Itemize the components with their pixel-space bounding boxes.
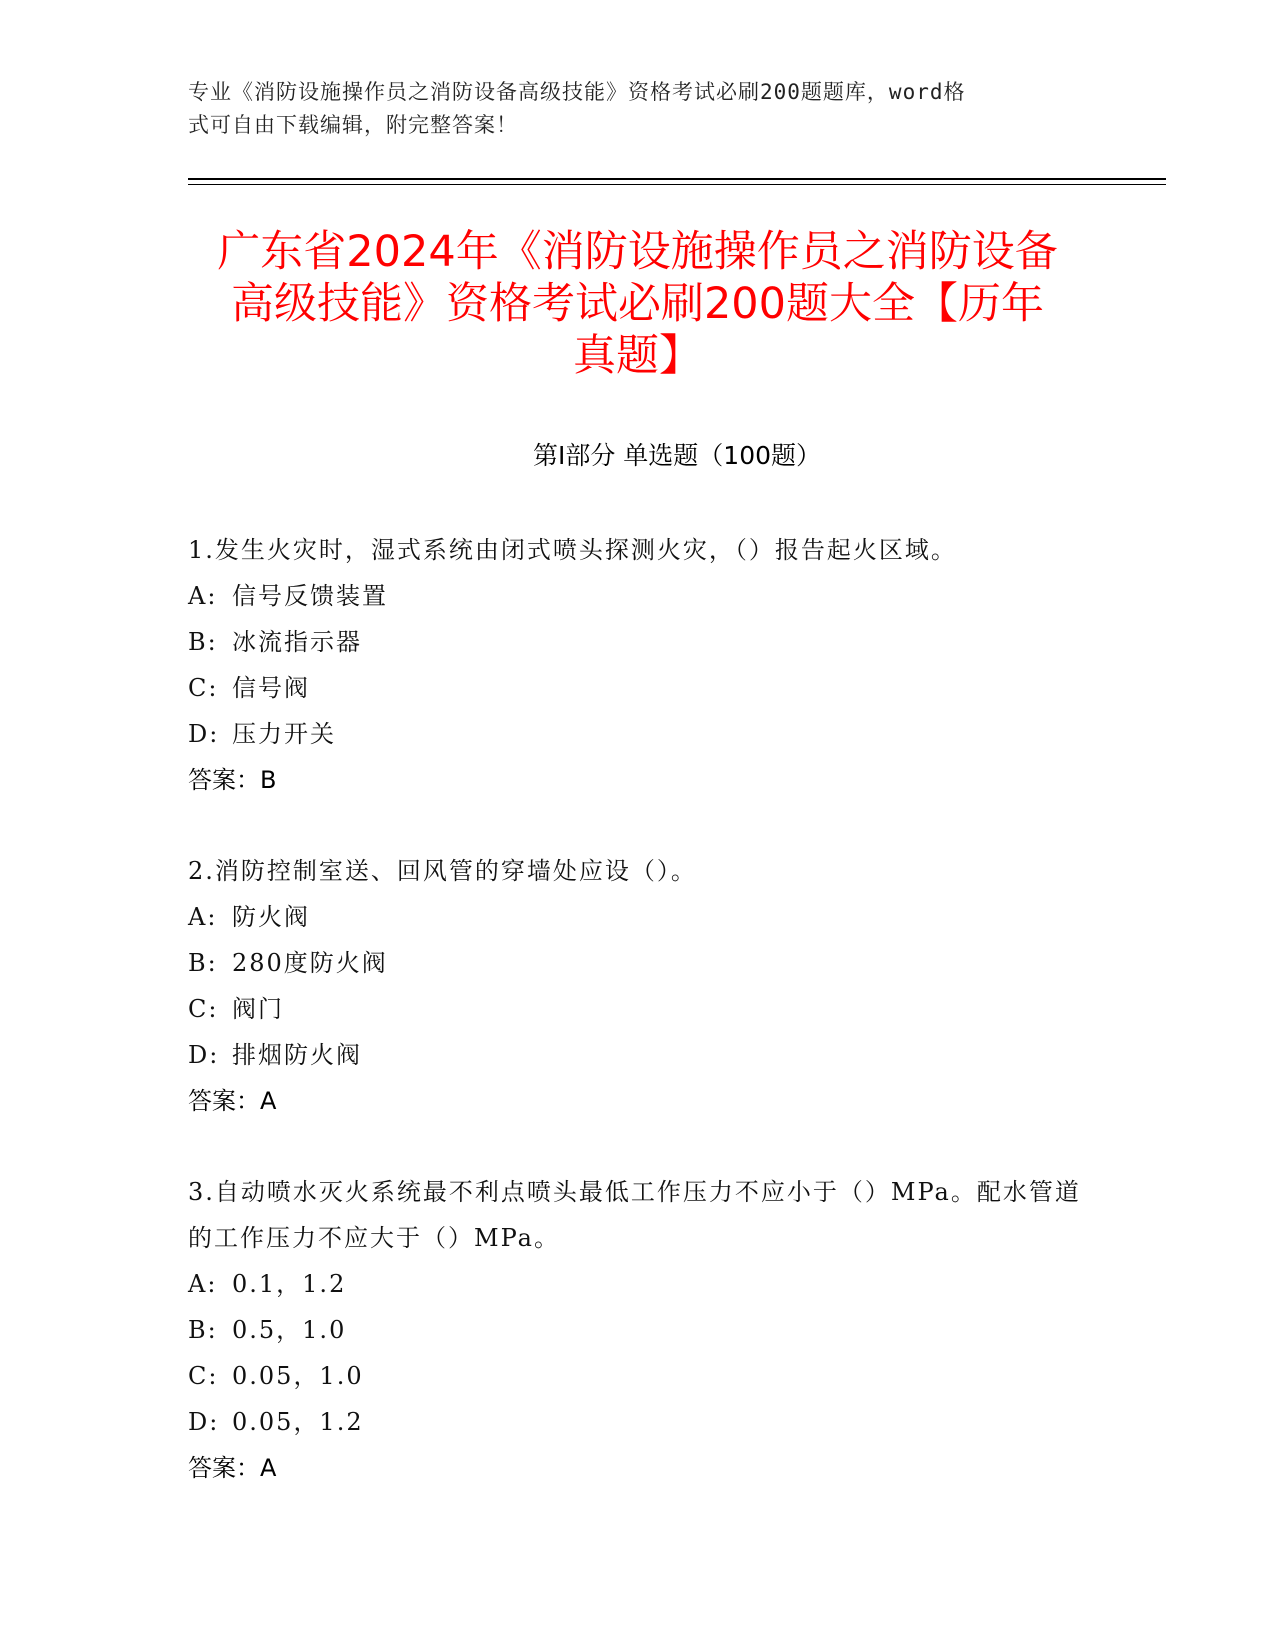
question-text: 3.自动喷水灭火系统最不利点喷头最低工作压力不应小于（）MPa。配水管道的工作压力不应大于（）MPa。 [188,1178,1081,1252]
header-divider-thick [188,178,1166,180]
option-c [188,1353,1098,1399]
header-divider-thin [188,184,1166,185]
option-b [188,619,1098,665]
option-key: C: [188,674,219,702]
option-text: 信号反馈装置 [232,582,388,610]
option-text: 0.5，1.0 [232,1316,347,1344]
option-b [188,1307,1098,1353]
document-title-line-2: 高级技能》资格考试必刷200题大全【历年 [230,279,1045,329]
option-b [188,940,1098,986]
answer-line: 答案：B [188,766,277,794]
header-note-line-1: 专业《消防设施操作员之消防设备高级技能》资格考试必刷200题题库，word格 [188,80,966,104]
question-1 [188,527,1098,803]
option-key: B: [188,949,218,977]
option-text: 阀门 [232,995,284,1023]
option-text: 防火阀 [232,903,310,931]
option-key: A: [188,1270,218,1298]
option-d [188,1399,1098,1445]
option-a [188,894,1098,940]
option-text: 信号阀 [232,674,310,702]
option-key: A: [188,582,218,610]
option-c [188,665,1098,711]
option-key: C: [188,995,219,1023]
option-a [188,1261,1098,1307]
option-key: B: [188,628,218,656]
document-title-line-3: 真题】 [573,331,702,381]
option-text: 压力开关 [232,720,336,748]
document-title [120,226,1155,382]
question-3 [188,1169,1098,1491]
option-d [188,711,1098,757]
option-text: 冰流指示器 [232,628,362,656]
option-a [188,573,1098,619]
answer-line: 答案：A [188,1454,277,1482]
question-text: 1.发生火灾时，湿式系统由闭式喷头探测火灾，（）报告起火区域。 [188,536,957,564]
answer-line: 答案：A [188,1087,277,1115]
option-text: 0.05，1.2 [232,1408,364,1436]
header-note [188,76,1068,142]
question-text: 2.消防控制室送、回风管的穿墙处应设（）。 [188,857,697,885]
option-key: D: [188,720,220,748]
section-title: 第Ⅰ部分 单选题（100题） [532,441,822,470]
option-key: D: [188,1408,220,1436]
option-text: 280度防火阀 [232,949,388,977]
option-text: 0.1，1.2 [232,1270,347,1298]
question-2 [188,848,1098,1124]
document-title-line-1: 广东省2024年《消防设施操作员之消防设备 [217,227,1058,277]
option-key: A: [188,903,218,931]
option-key: D: [188,1041,220,1069]
option-text: 0.05，1.0 [232,1362,364,1390]
option-key: B: [188,1316,218,1344]
option-text: 排烟防火阀 [232,1041,362,1069]
option-key: C: [188,1362,219,1390]
header-note-line-2: 式可自由下载编辑，附完整答案！ [188,113,518,137]
option-d [188,1032,1098,1078]
option-c [188,986,1098,1032]
